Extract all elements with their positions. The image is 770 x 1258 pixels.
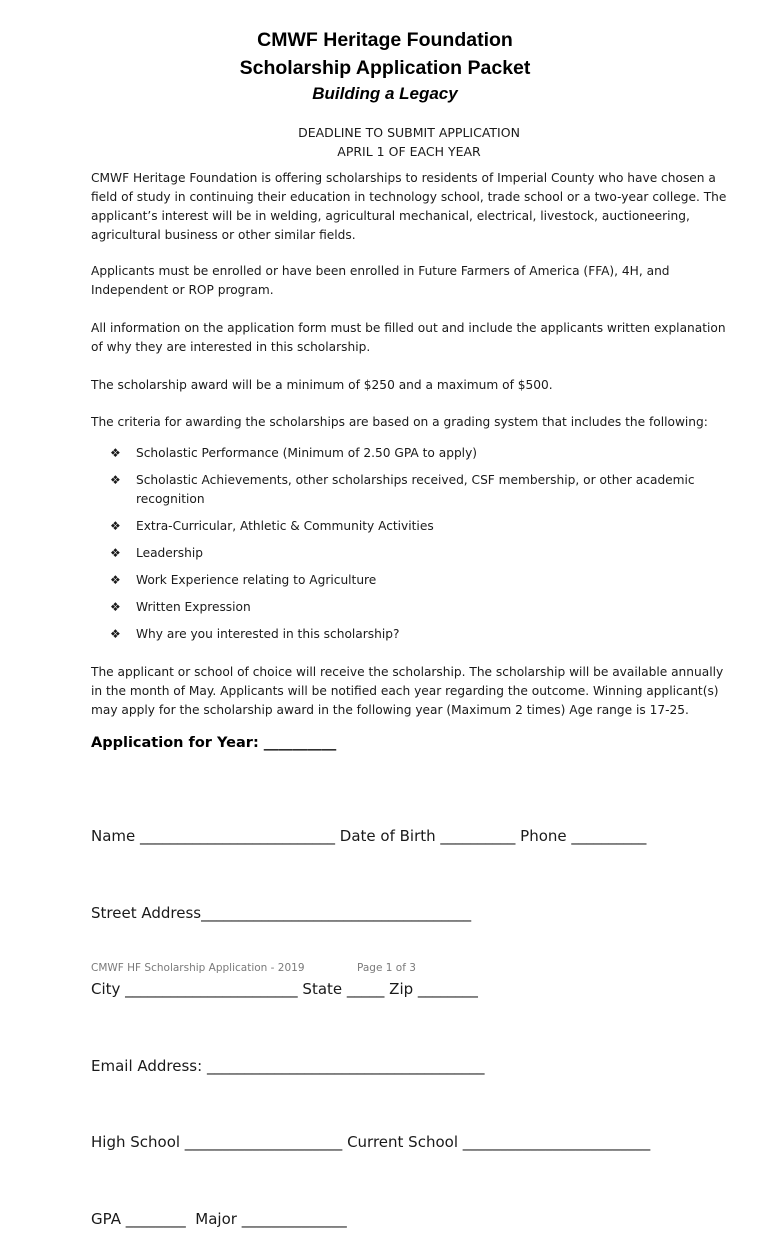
list-item bbox=[110, 444, 710, 463]
deadline-line-2: APRIL 1 OF EACH YEAR bbox=[337, 144, 481, 159]
street-address-field[interactable]: Street Address____________________________________ bbox=[91, 903, 472, 922]
criteria-label: Scholastic Achievements, other scholarships received, CSF membership, or other academic recognition bbox=[136, 473, 695, 506]
criteria-label: Why are you interested in this scholarship? bbox=[136, 627, 400, 641]
diamond-bullet-icon: ❖ bbox=[110, 627, 121, 641]
list-item bbox=[110, 471, 710, 509]
intro-paragraph: CMWF Heritage Foundation is offering scholarships to residents of Imperial County who have chosen a field of study in continuing their education in technology school, trade school or a two-year college. The applicant’s interest will be in welding, agricultural mechanical, electrical, livestock, auctioneering, agricultural business or other similar fields. bbox=[91, 171, 727, 242]
list-item bbox=[110, 625, 710, 644]
list-item bbox=[110, 598, 710, 617]
list-item bbox=[110, 517, 710, 536]
closing-paragraph: The applicant or school of choice will receive the scholarship. The scholarship will be available annually in the month of May. Applicants will be notified each year regarding the outcome. Winning applicant(s) may apply for the scholarship award in the following year (Maximum 2 times) Age range is 17-25. bbox=[91, 665, 724, 717]
org-title: CMWF Heritage Foundation bbox=[257, 29, 513, 51]
criteria-label: Leadership bbox=[136, 546, 203, 560]
award-paragraph: The scholarship award will be a minimum of $250 and a maximum of $500. bbox=[91, 378, 553, 392]
page-number: Page 1 of 3 bbox=[357, 962, 416, 974]
name-dob-phone-fields[interactable]: Name __________________________ Date of Birth __________ Phone __________ bbox=[91, 827, 647, 845]
email-field[interactable]: Email Address: _____________________________________ bbox=[91, 1056, 485, 1075]
diamond-bullet-icon: ❖ bbox=[110, 600, 121, 614]
diamond-bullet-icon: ❖ bbox=[110, 446, 121, 460]
criteria-label: Written Expression bbox=[136, 600, 251, 614]
diamond-bullet-icon: ❖ bbox=[110, 519, 121, 533]
eligibility-paragraph: Applicants must be enrolled or have been enrolled in Future Farmers of America (FFA), 4H, and Independent or ROP program. bbox=[91, 264, 670, 297]
diamond-bullet-icon: ❖ bbox=[110, 546, 121, 560]
city-state-zip-fields[interactable]: City _______________________ State _____ Zip ________ bbox=[91, 980, 478, 998]
list-item bbox=[110, 544, 710, 563]
deadline-line-1: DEADLINE TO SUBMIT APPLICATION bbox=[298, 125, 520, 140]
criteria-label: Work Experience relating to Agriculture bbox=[136, 573, 377, 587]
packet-title: Scholarship Application Packet bbox=[239, 57, 531, 79]
tagline: Building a Legacy bbox=[312, 84, 458, 103]
criteria-list bbox=[110, 444, 710, 652]
applicant-form bbox=[91, 773, 650, 1258]
diamond-bullet-icon: ❖ bbox=[110, 473, 121, 487]
deadline-block bbox=[0, 123, 770, 161]
school-fields[interactable]: High School _____________________ Current School _________________________ bbox=[91, 1133, 651, 1151]
criteria-label: Scholastic Performance (Minimum of 2.50 GPA to apply) bbox=[136, 446, 478, 460]
criteria-intro-paragraph: The criteria for awarding the scholarships are based on a grading system that includes the following: bbox=[91, 415, 708, 429]
list-item bbox=[110, 571, 710, 590]
application-year-field[interactable]: Application for Year: __________ bbox=[91, 735, 337, 751]
diamond-bullet-icon: ❖ bbox=[110, 573, 121, 587]
requirements-paragraph: All information on the application form must be filled out and include the applicants written explanation of why they are interested in this scholarship. bbox=[91, 321, 726, 354]
criteria-label: Extra-Curricular, Athletic & Community Activities bbox=[136, 519, 434, 533]
footer-doc-label: CMWF HF Scholarship Application - 2019 bbox=[91, 962, 305, 974]
gpa-major-fields[interactable]: GPA ________ Major ______________ bbox=[91, 1209, 347, 1228]
